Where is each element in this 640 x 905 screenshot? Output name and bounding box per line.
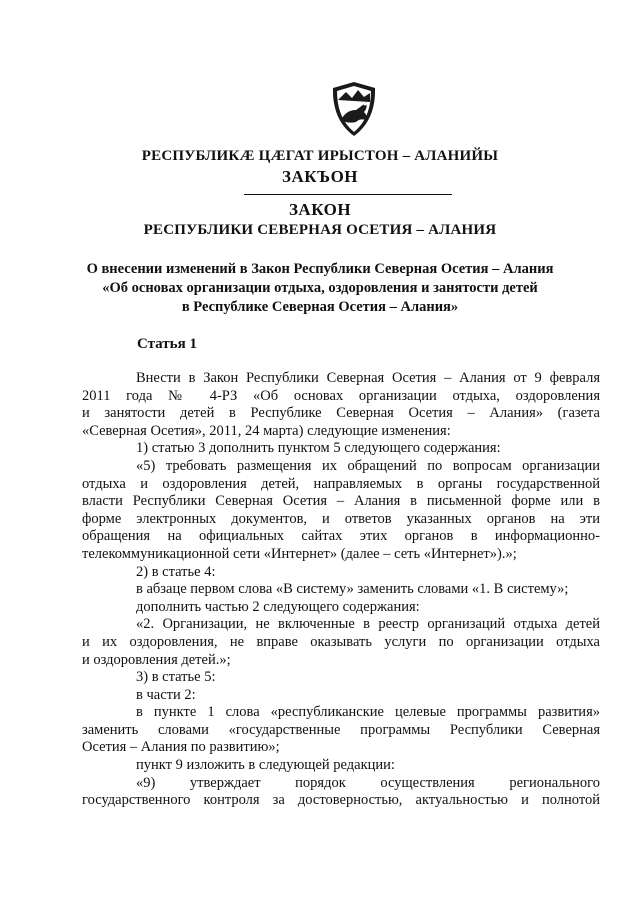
body-line: и оздоровления детей.»;	[82, 651, 231, 668]
header-divider	[244, 194, 452, 195]
body-line: пункт 9 изложить в следующей редакции:	[136, 757, 395, 774]
body-line: обращения на официальных сайтах этих органов в информационно-	[82, 528, 600, 545]
document-title	[0, 260, 640, 317]
body-line: в пункте 1 слова «республиканские целевые программы развития»	[136, 704, 600, 721]
body-line: 2011 года № 4-РЗ «Об основах организации отдыха, оздоровления	[82, 387, 600, 404]
title-line: в Республике Северная Осетия – Алания»	[181, 299, 459, 315]
body-line: 2) в статье 4:	[136, 563, 216, 580]
body-line: заменить словами «государственные программы Республики Северная	[82, 721, 600, 738]
body-line: Осетия – Алания по развитию»;	[82, 739, 280, 756]
body-line: 3) в статье 5:	[136, 669, 216, 686]
body-line: в абзаце первом слова «В систему» заменить словами «1. В систему»;	[136, 581, 569, 598]
document-body	[82, 370, 600, 810]
body-line: телекоммуникационной сети «Интернет» (далее – сеть «Интернет»).»;	[82, 545, 517, 562]
article-heading: Статья 1	[137, 336, 197, 352]
header-ossetian-law: ЗАКЪОН	[281, 167, 359, 186]
body-line: государственного контроля за достоверностью, актуальностью и полнотой	[82, 792, 600, 809]
body-line: отдыха и оздоровления детей, направляемых в органы государственной	[82, 475, 600, 492]
header-ossetian-republic: РЕСПУБЛИКÆ ЦÆГАТ ИРЫСТОН – АЛАНИЙЫ	[141, 148, 499, 164]
body-line: «9) утверждает порядок осуществления регионального	[136, 774, 600, 791]
body-line: власти Республики Северная Осетия – Алания в письменной форме или в	[82, 493, 600, 510]
body-line: «Северная Осетия», 2011, 24 марта) следующие изменения:	[82, 422, 451, 439]
body-line: «2. Организации, не включенные в реестр организаций отдыха детей	[136, 616, 600, 633]
body-line: дополнить частью 2 следующего содержания:	[136, 598, 420, 615]
body-line: «5) требовать размещения их обращений по вопросам организации	[136, 457, 600, 474]
coat-of-arms-emblem-icon	[326, 80, 382, 138]
body-line: и их оздоровления, не вправе оказывать услуги по организации отдыха	[82, 633, 600, 650]
title-line: «Об основах организации отдыха, оздоровления и занятости детей	[102, 280, 538, 296]
body-line: в части 2:	[136, 686, 196, 703]
header-russian-republic: РЕСПУБЛИКИ СЕВЕРНАЯ ОСЕТИЯ – АЛАНИЯ	[143, 222, 497, 238]
body-line: Внести в Закон Республики Северная Осетия – Алания от 9 февраля	[136, 370, 600, 386]
body-line: форме электронных документов, и ответов указанных органов на эти	[82, 510, 600, 527]
header-russian-law: ЗАКОН	[288, 200, 352, 219]
body-line: 1) статью 3 дополнить пунктом 5 следующего содержания:	[136, 440, 501, 457]
body-line: и занятости детей в Республике Северная Осетия – Алания» (газета	[82, 405, 600, 422]
title-line: О внесении изменений в Закон Республики Северная Осетия – Алания	[86, 261, 554, 277]
